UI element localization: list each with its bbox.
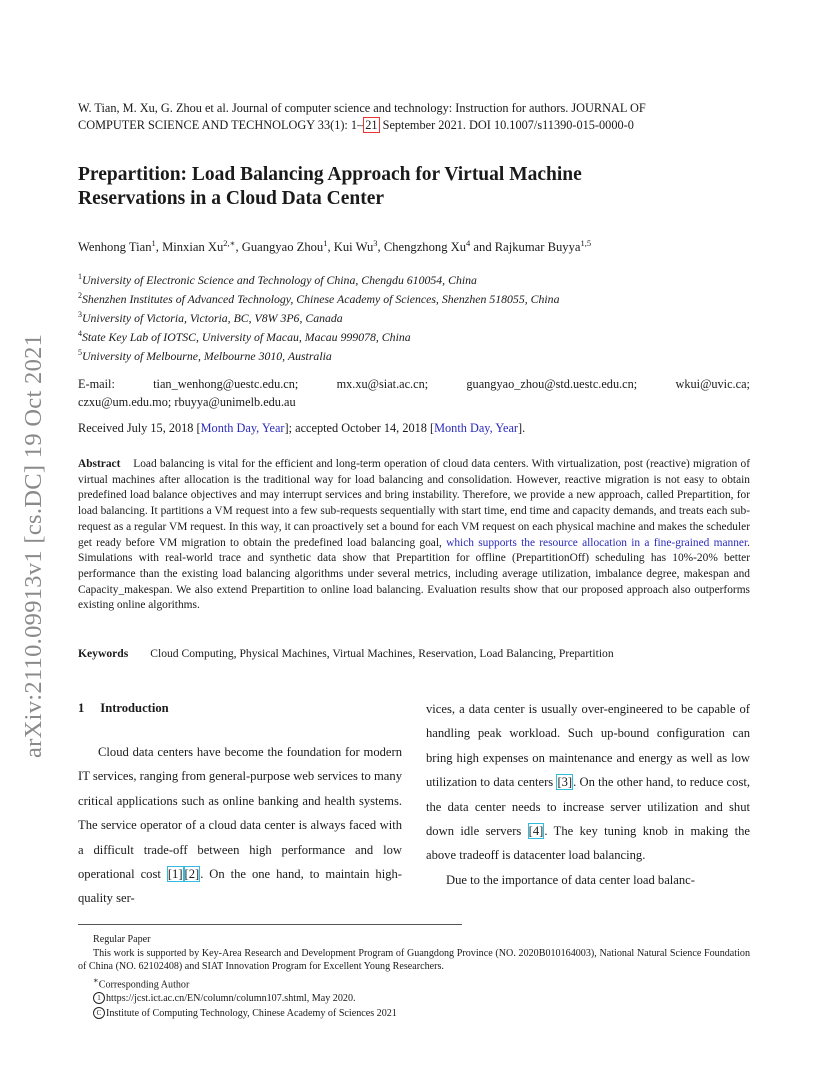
email-block xyxy=(78,375,750,411)
author-separator: , xyxy=(327,240,334,255)
corresponding-mark: ∗ xyxy=(93,974,99,985)
keywords-text: Cloud Computing, Physical Machines, Virtual Machines, Reservation, Load Balancing, Prepartition xyxy=(150,647,614,660)
journal-header xyxy=(78,100,750,134)
citation-link-3[interactable]: [3] xyxy=(557,775,573,790)
affiliation-number: 2 xyxy=(78,291,82,300)
intro-right-text-3: . The key tuning knob in making the above tradeoff is datacenter load balancing. xyxy=(426,824,750,863)
affiliation xyxy=(78,291,559,307)
author-affiliation-mark: 2,∗ xyxy=(223,238,236,248)
intro-right-text-2: . On the other hand, to reduce cost, the data center needs to increase server utilization and shut down idle servers xyxy=(426,775,750,839)
affiliation-number: 1 xyxy=(78,272,82,281)
affiliation xyxy=(78,272,477,288)
author-separator: , xyxy=(235,240,242,255)
author-affiliation-mark: 4 xyxy=(466,238,471,248)
footnote-regular-paper: Regular Paper xyxy=(93,934,151,945)
author-separator: , xyxy=(377,240,384,255)
author-name: Guangyao Zhou xyxy=(241,240,324,255)
footnote-rule xyxy=(78,924,462,925)
journal-line-1: W. Tian, M. Xu, G. Zhou et al. Journal of computer science and technology: Instruction for authors. JOURNAL OF xyxy=(78,101,646,115)
author-name: Rajkumar Buyya xyxy=(494,240,581,255)
affiliation-text: State Key Lab of IOTSC, University of Macau, Macau 999078, China xyxy=(82,330,411,344)
author-list xyxy=(78,238,778,255)
accepted-text: ]; accepted October 14, 2018 [ xyxy=(284,421,435,435)
affiliation-text: University of Melbourne, Melbourne 3010, Australia xyxy=(82,349,332,363)
paper-title xyxy=(78,163,750,211)
email-row-2: czxu@um.edu.mo; rbuyya@unimelb.edu.au xyxy=(78,395,296,409)
abstract xyxy=(78,457,750,614)
intro-paragraph: Cloud data centers have become the foundation for modern IT services, ranging from general-purpose web services to many critical applications such as online banking and health systems. The service operator of a cloud data center is always faced with a difficult trade-off between high performance and low operational cost xyxy=(78,745,402,882)
citation-link-4[interactable]: [4] xyxy=(528,824,544,839)
intro-paragraph-tail: . On the one hand, to maintain high-quality ser- xyxy=(78,867,402,906)
circled-one-icon: 1 xyxy=(93,992,105,1004)
intro-right-column xyxy=(426,697,750,892)
affiliation-number: 4 xyxy=(78,329,82,338)
author-affiliation-mark: 3 xyxy=(373,238,378,248)
footnotes xyxy=(78,933,750,1020)
received-end: ]. xyxy=(518,421,526,435)
abstract-highlight-link[interactable]: which supports the resource allocation in a fine-grained manner xyxy=(446,536,748,549)
copyright-text: Institute of Computing Technology, Chinese Academy of Sciences 2021 xyxy=(106,1007,397,1019)
email-row-1 xyxy=(78,375,750,393)
footnote-copyright xyxy=(78,1007,750,1021)
footnote-url xyxy=(78,992,750,1006)
footnote-funding: This work is supported by Key-Area Research and Development Program of Guangdong Province (NO. 2020B010164003), National Natural Science Foundation of China (NO. 62102408) and SIAT Innovation Program for Excellent Young Researchers. xyxy=(78,947,750,972)
email-address[interactable]: guangyao_zhou@std.uestc.edu.cn; xyxy=(466,377,638,391)
affiliation-text: University of Electronic Science and Technology of China, Chengdu 610054, China xyxy=(82,273,477,287)
author-separator: , xyxy=(155,240,163,255)
title-line-1: Prepartition: Load Balancing Approach for Virtual Machine xyxy=(78,164,582,185)
intro-right-paragraph-1 xyxy=(426,697,750,868)
author-affiliation-mark: 1 xyxy=(151,238,156,248)
affiliation xyxy=(78,348,332,364)
author-affiliation-mark: 1,5 xyxy=(580,238,592,248)
author-name: Minxian Xu xyxy=(162,240,224,255)
footnote-url-text: https://jcst.ict.ac.cn/EN/column/column107.shtml, May 2020. xyxy=(106,993,356,1005)
affiliation-text: Shenzhen Institutes of Advanced Technology, Chinese Academy of Sciences, Shenzhen 518055, China xyxy=(82,292,560,306)
author-name: Kui Wu xyxy=(333,240,374,255)
received-dates xyxy=(78,421,525,436)
affiliation-number: 5 xyxy=(78,348,82,357)
affiliation xyxy=(78,329,411,345)
email-address[interactable]: tian_wenhong@uestc.edu.cn; xyxy=(153,377,299,391)
abstract-text-end: . Simulations with real-world trace and synthetic data show that Prepartition for offline (PrepartitionOff) scheduling has 10%-20% better performance than the existing load balancing algorithms under several metrics, including average utilization, imbalance degree, makespan and Capacity_makespan. We also extend Prepartition to online load balancing. Evaluation results show that our proposed approach also outperforms existing online algorithms. xyxy=(78,536,750,612)
received-text: Received July 15, 2018 [ xyxy=(78,421,201,435)
accepted-date-link[interactable]: Month Day, Year xyxy=(434,421,519,435)
citation-link-2[interactable]: [2] xyxy=(184,867,200,882)
keywords xyxy=(78,647,758,660)
affiliation-number: 3 xyxy=(78,310,82,319)
email-address[interactable]: wkui@uvic.ca; xyxy=(675,377,750,391)
journal-line-2 xyxy=(78,117,750,134)
author-affiliation-mark: 1 xyxy=(323,238,328,248)
page-link[interactable]: 21 xyxy=(365,118,378,132)
journal-citation: COMPUTER SCIENCE AND TECHNOLOGY 33(1): 1– xyxy=(78,118,364,132)
citation-link-1[interactable]: [1] xyxy=(167,867,183,882)
keywords-label: Keywords xyxy=(78,647,129,660)
copyright-icon: C xyxy=(93,1007,105,1019)
abstract-text: Load balancing is vital for the efficient and long-term operation of cloud data centers. With virtualization, post (reactive) migration of virtual machines after allocation is the traditional way for load balancing and consolidation. However, reactive migration is not easy to obtain predefined load balance objectives and may interrupt services and bring instability. Therefore, we provide a new approach, called Prepartition, for load balancing. It partitions a VM request into a few sub-requests sequentially with start time, end time and capacity demands, and treats each sub-request as a regular VM request. In this way, it can proactively set a bound for each VM request on each physical machine and makes the scheduler get ready before VM migration to obtain the predefined load balancing goal, xyxy=(78,458,750,549)
received-date-link[interactable]: Month Day, Year xyxy=(200,421,285,435)
arxiv-stamp: arXiv:2110.09913v1 [cs.DC] 19 Oct 2021 xyxy=(20,333,47,758)
journal-date-doi: September 2021. DOI 10.1007/s11390-015-0000-0 xyxy=(379,118,634,132)
section-number: 1 xyxy=(78,701,85,715)
author-name: Chengzhong Xu xyxy=(383,240,467,255)
intro-left-column xyxy=(78,740,402,911)
author-name: Wenhong Tian xyxy=(78,240,152,255)
affiliation xyxy=(78,310,343,326)
abstract-label: Abstract xyxy=(78,458,121,470)
footnote-corresponding xyxy=(78,974,750,992)
section-heading xyxy=(78,701,185,716)
author-separator: and xyxy=(470,240,495,255)
corresponding-text: Corresponding Author xyxy=(98,978,190,990)
affiliation-text: University of Victoria, Victoria, BC, V8W 3P6, Canada xyxy=(82,311,343,325)
section-title: Introduction xyxy=(100,701,169,715)
intro-right-text: vices, a data center is usually over-engineered to be capable of handling peak workload. Such up-bound configuration can bring high expenses on maintenance and energy as well as low utilization to data centers xyxy=(426,702,750,790)
intro-right-paragraph-2: Due to the importance of data center load balanc- xyxy=(446,872,695,887)
email-label: E-mail: xyxy=(78,377,115,391)
email-address[interactable]: mx.xu@siat.ac.cn; xyxy=(336,377,429,391)
title-line-2: Reservations in a Cloud Data Center xyxy=(78,188,385,209)
